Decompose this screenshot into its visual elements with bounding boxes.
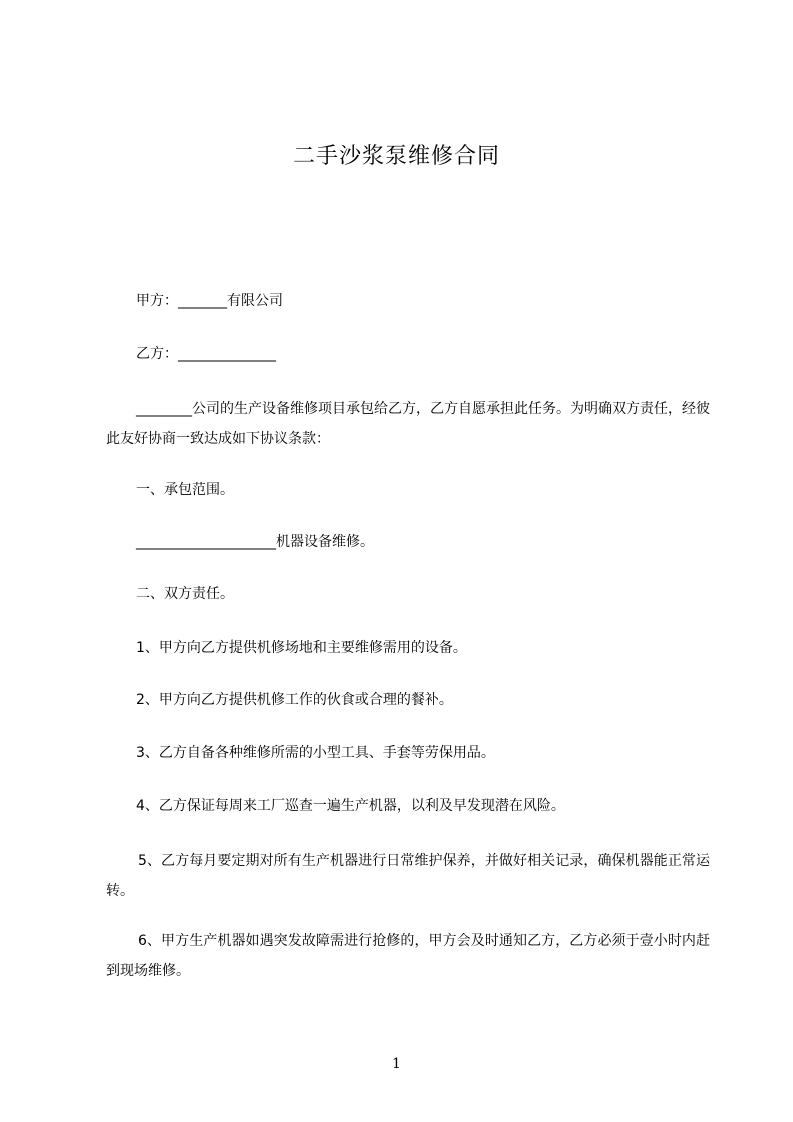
scope-text: ____________________机器设备维修。 bbox=[136, 534, 374, 550]
clause-item: 1、甲方向乙方提供机修场地和主要维修需用的设备。 bbox=[136, 640, 467, 656]
section-heading-responsibilities: 二、双方责任。 bbox=[136, 586, 234, 602]
party-a-line: 甲方：_______有限公司 bbox=[136, 293, 283, 309]
section-heading-scope: 一、承包范围。 bbox=[136, 482, 234, 498]
clause-item: 2、甲方向乙方提供机修工作的伙食或合理的餐补。 bbox=[136, 692, 453, 708]
clause-item: 5、乙方每月要定期对所有生产机器进行日常维护保养，并做好相关记录，确保机器能正常运转。 bbox=[106, 853, 710, 899]
clause-item: 3、乙方自备各种维修所需的小型工具、手套等劳保用品。 bbox=[136, 745, 495, 761]
page-number: 1 bbox=[392, 1056, 401, 1072]
intro-paragraph: ________公司的生产设备维修项目承包给乙方，乙方自愿承担此任务。为明确双方责任，经彼此友好协商一致达成如下协议条款： bbox=[106, 401, 710, 447]
clause-item: 6、甲方生产机器如遇突发故障需进行抢修的，甲方会及时通知乙方，乙方必须于壹小时内赶到现场维修。 bbox=[106, 933, 710, 979]
document-title: 二手沙浆泵维修合同 bbox=[292, 144, 500, 169]
clause-item: 4、乙方保证每周来工厂巡查一遍生产机器，以利及早发现潜在风险。 bbox=[136, 798, 565, 814]
party-b-line: 乙方：______________ bbox=[136, 346, 276, 362]
